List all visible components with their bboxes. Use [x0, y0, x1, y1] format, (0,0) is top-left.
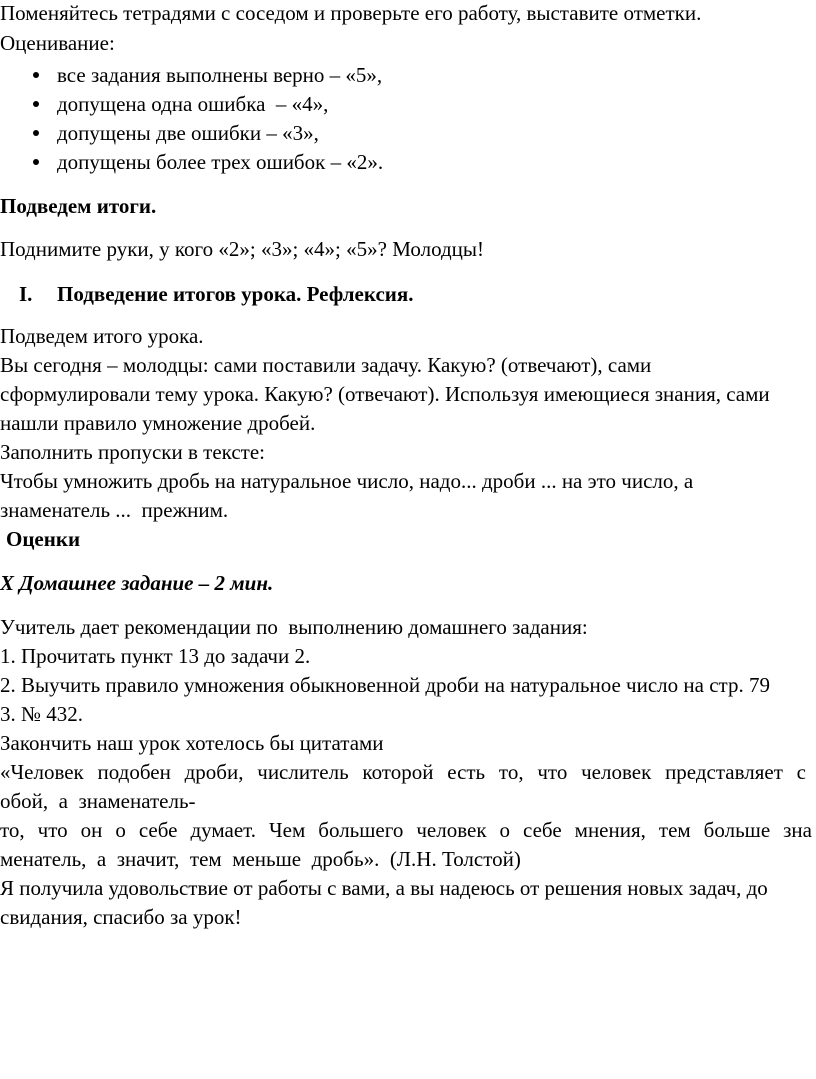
section-title: Подведение итогов урока. Рефлексия. — [57, 282, 414, 306]
grading-item-text: допущены две ошибки – «3», — [57, 121, 319, 145]
reflection-line-7: знаменатель ... прежним. — [0, 498, 229, 522]
quote-line-3: то, что он о себе думает. Чем большего человек о себе мнения, тем больше зна — [0, 818, 812, 842]
homework-line-5: Закончить наш урок хотелось бы цитатами — [0, 731, 384, 755]
grading-item-text: допущены более трех ошибок – «2». — [57, 150, 384, 174]
quote-line-1: «Человек подобен дроби, числитель которой есть то, что человек представляет с — [0, 760, 806, 784]
bullet-icon — [33, 72, 39, 78]
bullet-icon — [33, 130, 39, 136]
closing-line-2: свидания, спасибо за урок! — [0, 905, 242, 929]
quote-line-2: обой, а знаменатель- — [0, 789, 196, 813]
grading-item-text: все задания выполнены верно – «5», — [57, 63, 383, 87]
reflection-line-5: Заполнить пропуски в тексте: — [0, 440, 265, 464]
reflection-line-1: Подведем итого урока. — [0, 324, 204, 348]
homework-line-2: 1. Прочитать пункт 13 до задачи 2. — [0, 644, 311, 668]
summary-heading: Подведем итоги. — [0, 194, 157, 218]
section-number: I. — [19, 282, 33, 306]
bullet-icon — [33, 159, 39, 165]
grades-heading: Оценки — [6, 527, 81, 551]
homework-line-1: Учитель дает рекомендации по выполнению домашнего задания: — [0, 615, 588, 639]
intro-line-2: Оценивание: — [0, 31, 115, 55]
bullet-icon — [33, 101, 39, 107]
reflection-line-6: Чтобы умножить дробь на натуральное число, надо... дроби ... на это число, а — [0, 469, 694, 493]
reflection-line-2: Вы сегодня – молодцы: сами поставили задачу. Какую? (отвечают), сами — [0, 353, 652, 377]
homework-line-3: 2. Выучить правило умножения обыкновенной дроби на натуральное число на стр. 79 — [0, 673, 770, 697]
homework-line-4: 3. № 432. — [0, 702, 84, 726]
grading-item-text: допущена одна ошибка – «4», — [57, 92, 329, 116]
homework-heading: X Домашнее задание – 2 мин. — [0, 571, 274, 595]
closing-line-1: Я получила удовольствие от работы с вами, а вы надеюсь от решения новых задач, до — [0, 876, 768, 900]
summary-text: Поднимите руки, у кого «2»; «3»; «4»; «5»? Молодцы! — [0, 237, 484, 261]
quote-line-4: менатель, а значит, тем меньше дробь». (Л.Н. Толстой) — [0, 847, 521, 871]
reflection-line-3: сформулировали тему урока. Какую? (отвечают). Используя имеющиеся знания, сами — [0, 382, 770, 406]
intro-line-1: Поменяйтесь тетрадями с соседом и проверьте его работу, выставите отметки. — [0, 1, 702, 25]
reflection-line-4: нашли правило умножение дробей. — [0, 411, 316, 435]
